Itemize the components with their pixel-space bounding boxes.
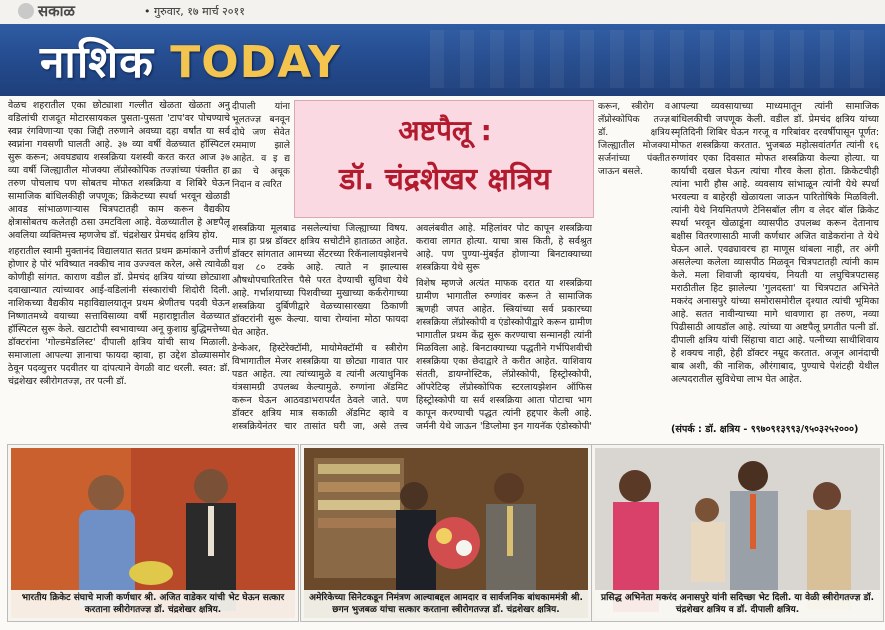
- photo-bhujbal-felicitation: [301, 445, 591, 621]
- headline-box: [294, 100, 594, 218]
- article-column-3-top: करून, स्त्रीरोग व लॅप्रोस्कोपिक तज्ज्ञ डॉ. क्षत्रिय जिल्ह्यातील मोजक्या सर्जनांच्या पंक्तीत जाऊन बसले.: [598, 101, 670, 177]
- section-title-city: नाशिक: [40, 37, 171, 88]
- section-title-today: TODAY: [170, 37, 341, 88]
- paragraph: शहरातील स्वामी मुक्तानंद विद्यालयात सतत प्रथम क्रमांकाने उत्तीर्ण होणार हे पोरं भविष्यात नक्कीच नाव उज्ज्वल करेल, असे त्यावेळी कोणीही सांगत. काराण वडील डॉ. प्रेमचंद क्षत्रिय यांच्या छोट्याशा दवाखान्यात त्यांच्यावर आई-वडिलांनी संस्कारांची शिदोरी दिली. नाशिकच्या वैद्यकीय महाविद्यालयातून प्रथम श्रेणीतच पदवी घेऊन निष्णातमध्ये वयाच्या सत्ताविसाव्या वर्षी महाराष्ट्रातील वेळच्यात हॉस्पिटल सुरू केले. खटाटोपी स्वभावाच्या अनू कुशाग्र बुद्धिमत्तेच्या डॉक्टरांना 'गोल्डमेडलिस्ट' दीपाली क्षत्रिय यांची साथ मिळाली. समाजाला आपल्या ज्ञानाचा फायदा व्हावा, हा उद्देश डोळ्यासमोर ठेवून पदव्युत्तर पदवीतर या दांपत्याने वेगळी वाट धरली. स्वत: डॉ. चंद्रशेखर स्त्रीरोगतज्ज्ञ, तर पत्नी डॉ.: [8, 246, 230, 387]
- paragraph: आपल्या व्यवसायाच्या माध्यमातून त्यांनी सामाजिक बांधिलकीची जपणूक केली. वडील डॉ. प्रेमचंद क्षत्रिय यांच्या स्मृतिदिनी शिबिर घेऊन गरजू व गरिबांवर दरवर्षीपासून पूर्णत: मोफत शस्त्रक्रिया करतात. भुजबळ महोत्सवांतर्गत त्यांनी १६ रुग्णांवर एका दिवसात मोफत शस्त्रक्रिया केल्या होत्या. या कार्याची दखल घेऊन त्यांचा गौरव केला होता. क्रिकेटचीही त्यांना भारी हौस आहे. व्यवसाय सांभाळून त्यांनी येथे स्पर्धा भरवल्या व बाहेरही खेळायला जाऊन पारितोषिके मिळविली. त्यांनी येथे नियमितपणे टेनिसबॉल लीग व लेदर बॉल क्रिकेट स्पर्धा भरवून खेळाडूंना व्यासपीठ उपलब्ध करून देतानाच बक्षीस वितरणासाठी माजी कर्णधार अजित वाडेकरांना ते येथे घेऊन आले. एवढ्यावरच हा माणूस थांबला नाही, तर अंगी असलेल्या कलेला व्यासपीठ मिळवून चित्रपटातही त्यांनी काम केले. मला शिवाजी व्हायचंय, नियती या लघुचित्रपटासह मराठीतील हिट झालेल्या 'गुलदस्ता' या चित्रपटात अभिनेते मकरंद अनासपुरे यांच्या समोरासमोरील दृश्यात त्यांची भूमिका आहे. सतत नावीन्याच्या मागे धावणारा हा तरुण, नव्या पिढीसाठी आयडॉल आहे. त्यांच्या या अष्टपैलू प्रगतीत पत्नी डॉ. दीपाली क्षत्रिय यांची सिंहाचा वाटा आहे. पत्नीच्या साथीशिवाय हे शक्यच नाही, हेही डॉक्टर नम्रूद करतात. अजून आनंदाची बाब अशी, की नाशिक, औरंगाबाद, पुण्याचे पेशंटही येथील अल्पदरातील सुविधेचा लाभ घेत आहेत.: [671, 101, 879, 385]
- article-column-1: [8, 99, 230, 443]
- paragraph: डेन्केअर, हिस्टेरेक्टॉमी, मायोमेक्टॉमी व स्त्रीरोग विभागातील मेजर शस्त्रक्रिया या छोट्या गावात पार पडत आहेत. त्या त्यांच्यामुळे व त्यांनी अत्याधुनिक यंत्रसामग्री उपलब्ध केल्यामुळे. रुग्णांना ॲडमिट करून घेऊन आठवडाभरापर्यंत ठेवले जाते. पण डॉक्टर क्षत्रिय मात्र सकाळी ॲडमिट व्हावे व शस्त्रक्रियेनंतर चार तासांत घरी जा, असे तत्त्व अवलंबवीत आहे. महिलांवर पोट कापून शस्त्रक्रिया करावा लागत होत्या. याचा त्रास किती, हे सर्वश्रुत आहे. पण पुण्या-मुंबईत होणाऱ्या बिनटाक्याच्या शस्त्रक्रिया येथे सुरू: [232, 223, 592, 432]
- paragraph: वेळच शहरातील एका छोट्याशा गल्लीत खेळता खेळता अनु वडिलांची राजदूत मोटारसायकल पुसता-पुसता 'टाप'वर पोचण्याचे स्वप्न रंगविणाऱ्या एका जिद्दी तरुणाने अवघ्या दहा वर्षांत या सर्व स्वप्नांना गवसणी घालती आहे. ३७ व्या वर्षी वेळच्यात हॉस्पिटल सुरू करून; अवघड्याय शस्त्रक्रिया यशस्वी करत करत आज ३७ व्या वर्षी जिल्ह्यातील मोजक्या लॅप्रोस्कोपिक तज्ज्ञांच्या पंक्तीत हा तरुण पोचलाच पण सोबतच मोफत शस्त्रक्रिया व शिबिरे घेऊन सामाजिक बांधिलकीही जपणूक; क्रिकेटच्या स्पर्धा भरवून खेळाडी आवड सांभाळणाऱ्यास चित्रपटातही काम करून वैद्यकीय क्षेत्रासोबतच कलेतही ठसा उमटविला आहे. वेळच्यातील हे अष्टपैलू अवलिया व्यक्तिमत्त्व म्हणजेच डॉ. चंद्रशेखर प्रेमचंद क्षत्रिय होय.: [8, 100, 230, 241]
- article-column-4: [671, 100, 879, 418]
- article-column-2-top: दीपाली यांना भूलतज्ज्ञ बनवून दोघे जण सेवेत रममाण झाले आहेत. व इ द्य क्रा चे अचूक निदान व त्वरित: [232, 101, 290, 190]
- newspaper-top-strip: [0, 0, 885, 25]
- city-skyline-graphic: [430, 30, 880, 88]
- newspaper-logo-icon: [18, 3, 34, 19]
- section-title: [40, 30, 341, 90]
- photo-anaspure-visit: [592, 445, 883, 621]
- paragraph: विशेष म्हणजे अत्यंत माफक दरात या शस्त्रक्रिया ग्रामीण भागातील रुग्णांवर करून ते सामाजिक ऋणही जपत आहेत. स्त्रियांच्या सर्व प्रकारच्या शस्त्रक्रिया लॅप्रोस्कोपी व एंडोस्कोपीद्वारे करून ग्रामीण भागातील प्रथम केंद्र सुरू करण्याचा सन्मानही त्यांनी मिळविला आहे. बिनटाक्याच्या पद्धतीने गर्भपिशवीची शस्त्रक्रिया एका छेदाद्वारे ते करीत आहेत. याशिवाय संतती, डायग्नोस्टिक, लॅप्रोस्कोपी, हिस्ट्रोस्कोपी, ऑपरेटिव्ह लॅप्रोस्कोपिक स्टरलायझेशन ऑफिस हिस्ट्रोस्कोपी या सर्व शस्त्रक्रिया आता पोटाचा भाग कापून करण्याची पद्धत त्यांनी हद्दपार केली आहे. जर्मनी येथे जाऊन 'डिप्लोमा इन गायनॅक एंडोस्कोपी': [416, 278, 592, 432]
- contact-line: (संपर्क : डॉ. क्षत्रिय - ९९७०९१३९९३/९५०३२५२०००): [671, 424, 859, 435]
- photo-wadekar-felicitation: [8, 445, 298, 621]
- headline-line-2: डॉ. चंद्रशेखर क्षत्रिय: [339, 162, 551, 197]
- issue-date: • गुरुवार, १७ मार्च २०११: [144, 5, 245, 18]
- photo-1-caption: भारतीय क्रिकेट संघाचे माजी कर्णधार श्री. अजित वाडेकर यांची भेट घेऊन सत्कार करताना स्त्रीरोगतज्ज्ञ डॉ. चंद्रशेखर क्षत्रिय.: [11, 590, 295, 618]
- headline-line-1: अष्टपैलू :: [398, 114, 492, 147]
- newspaper-brand: सकाळ: [38, 2, 75, 20]
- paragraph: शस्त्रक्रिया मूलबाढ नसलेल्यांचा जिल्ह्याच्या विषय. मात्र हा प्रश्न डॉक्टर क्षत्रिय सचोटीने हाताळत आहेत. डॉक्टर सांगतात आमच्या सेंटरच्या रिकॅनालायझेशनचे यश ८० टक्के आहे. त्याते न झाल्यास औषधोपचारितरित्त पैसे परत देण्याची सुविधा येथे आहे. गर्भाशयाच्या पिशवीच्या मुखाच्या कर्करोगाच्या शस्त्रक्रिया दुर्बिणीद्वारे वेळच्यासारख्या ठिकाणी डॉक्टरांनी सुरू केल्या. याचा रोग्यांना मोठा फायदा घेत आहेत.: [232, 223, 408, 338]
- photo-3-caption: प्रसिद्ध अभिनेता मकरंद अनासपुरे यांनी सदिच्छा भेट दिली. या वेळी स्त्रीरोगतज्ज्ञ डॉ. चंद्रशेखर क्षत्रिय व डॉ. दीपाली क्षत्रिय.: [595, 590, 880, 618]
- photo-2-caption: अमेरिकेच्या सिनेटकडून निमंत्रण आल्याबद्दल आमदार व सार्वजनिक बांधकाममंत्री श्री. छगन भुजबळ यांचा सत्कार करताना स्त्रीरोगतज्ज्ञ डॉ. चंद्रशेखर क्षत्रिय.: [304, 590, 588, 618]
- article-middle-body: [232, 222, 592, 442]
